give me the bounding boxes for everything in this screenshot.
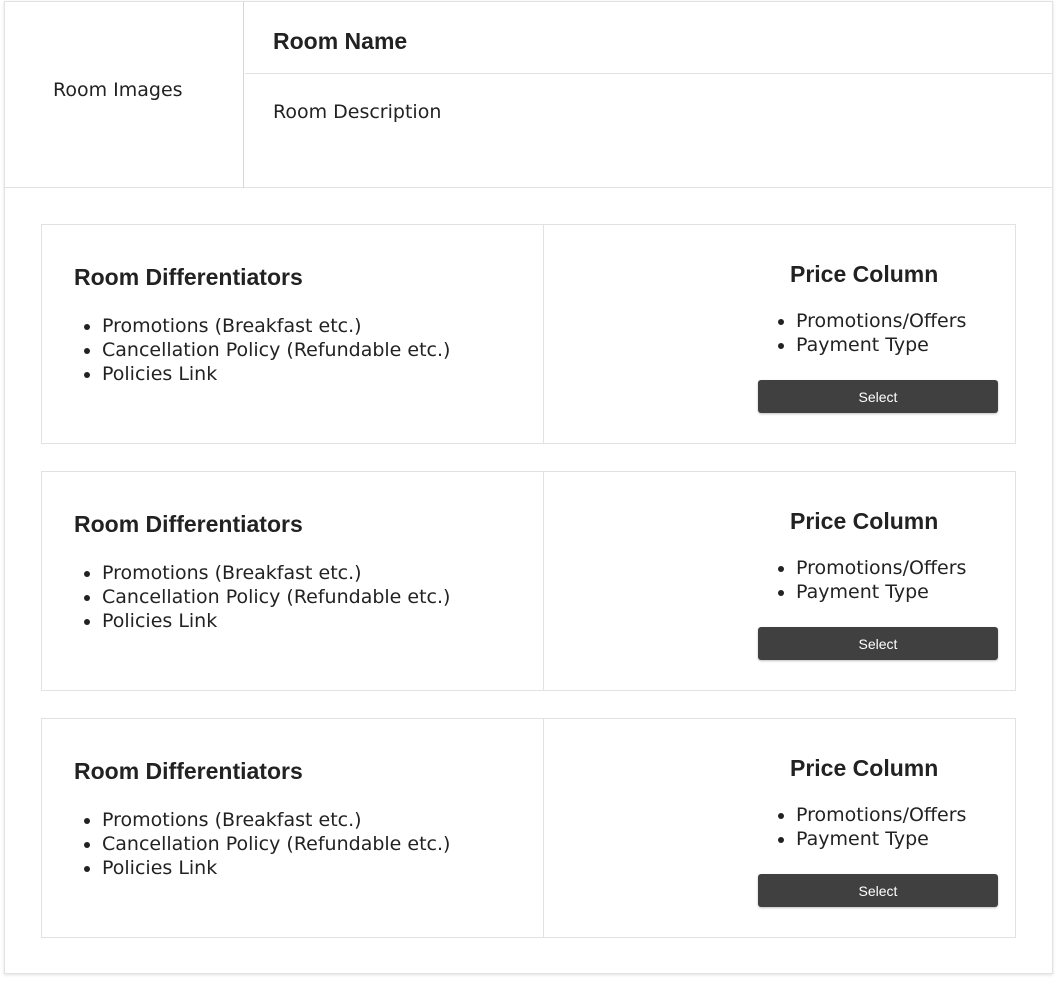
differentiator-item: • Promotions (Breakfast etc.)	[102, 561, 450, 585]
differentiators-title: Room Differentiators	[74, 511, 303, 537]
price-item: • Promotions/Offers	[796, 803, 966, 827]
room-differentiators-column	[42, 472, 544, 690]
differentiator-item: • Promotions (Breakfast etc.)	[102, 808, 450, 832]
room-images-label: Room Images	[53, 79, 183, 101]
price-item: • Payment Type	[796, 580, 966, 604]
differentiators-list	[102, 561, 450, 633]
room-card	[4, 1, 1053, 974]
price-column-title: Price Column	[790, 755, 939, 781]
differentiators-list	[102, 808, 450, 880]
price-item: • Payment Type	[796, 333, 966, 357]
price-items-list	[796, 803, 966, 851]
differentiator-item: • Policies Link	[102, 856, 450, 880]
room-images-placeholder[interactable]	[5, 2, 244, 188]
rate-option-row	[41, 224, 1016, 444]
differentiators-title: Room Differentiators	[74, 264, 303, 290]
differentiator-item: • Policies Link	[102, 609, 450, 633]
select-button[interactable]: Select	[758, 627, 998, 660]
price-column-title: Price Column	[790, 261, 939, 287]
price-column	[545, 472, 1015, 690]
select-button[interactable]: Select	[758, 874, 998, 907]
room-header	[5, 2, 1052, 188]
price-column	[545, 225, 1015, 443]
differentiator-item: • Policies Link	[102, 362, 450, 386]
differentiators-list	[102, 314, 450, 386]
price-items-list	[796, 309, 966, 357]
price-item: • Promotions/Offers	[796, 556, 966, 580]
price-column-title: Price Column	[790, 508, 939, 534]
rate-option-row	[41, 718, 1016, 938]
room-description: Room Description	[273, 101, 442, 123]
price-items-list	[796, 556, 966, 604]
price-item: • Promotions/Offers	[796, 309, 966, 333]
differentiator-item: • Cancellation Policy (Refundable etc.)	[102, 585, 450, 609]
price-column	[545, 719, 1015, 937]
price-item: • Payment Type	[796, 827, 966, 851]
room-differentiators-column	[42, 225, 544, 443]
differentiator-item: • Promotions (Breakfast etc.)	[102, 314, 450, 338]
room-name-row	[245, 2, 1052, 74]
rate-option-row	[41, 471, 1016, 691]
differentiators-title: Room Differentiators	[74, 758, 303, 784]
select-button[interactable]: Select	[758, 380, 998, 413]
room-differentiators-column	[42, 719, 544, 937]
room-name: Room Name	[273, 28, 408, 54]
differentiator-item: • Cancellation Policy (Refundable etc.)	[102, 338, 450, 362]
differentiator-item: • Cancellation Policy (Refundable etc.)	[102, 832, 450, 856]
